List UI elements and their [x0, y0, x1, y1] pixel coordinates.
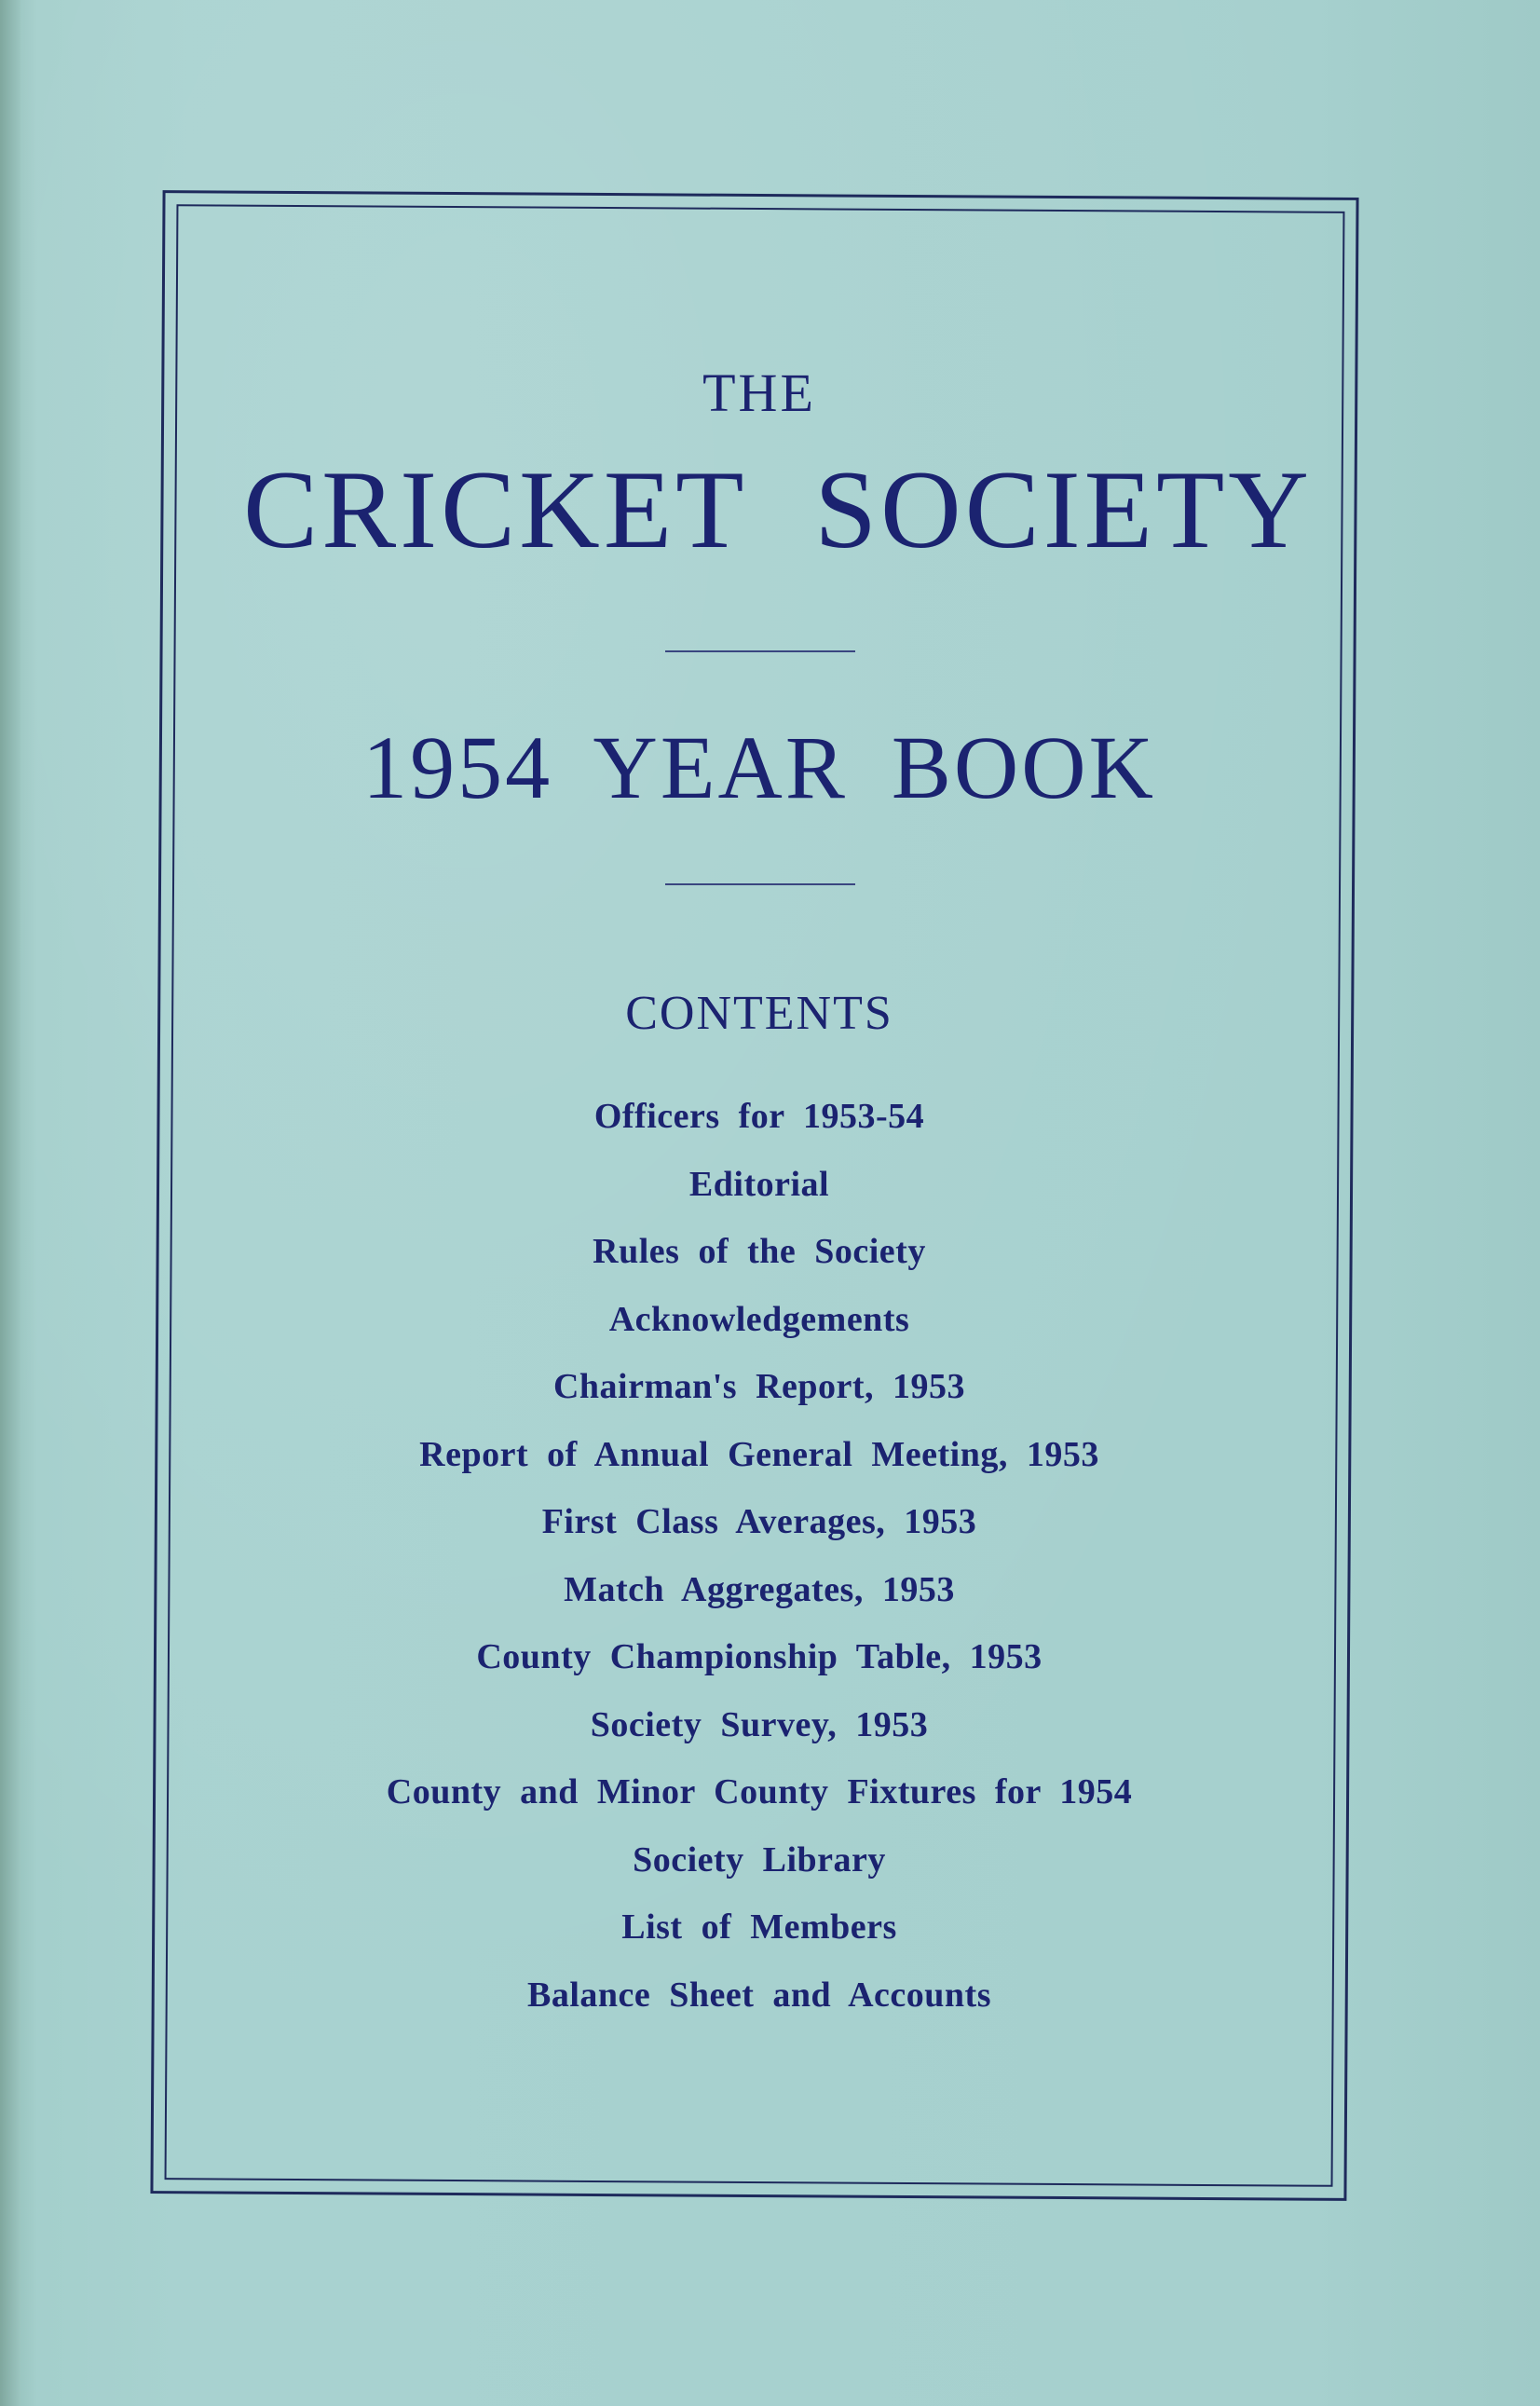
contents-item: First Class Averages, 1953: [541, 1502, 977, 1541]
cover-spine-edge: [0, 0, 20, 2406]
society-title: CRICKET SOCIETY: [243, 447, 1313, 571]
contents-list: [168, 1083, 1351, 2029]
pre-title: THE: [702, 362, 816, 423]
divider-rule-bottom: [665, 883, 855, 885]
contents-item: Balance Sheet and Accounts: [527, 1975, 991, 2015]
contents-item: Rules of the Society: [593, 1232, 926, 1271]
contents-item: County and Minor County Fixtures for 1954: [386, 1772, 1133, 1811]
contents-heading: CONTENTS: [625, 987, 893, 1040]
divider-rule-top: [665, 650, 855, 652]
contents-item: Match Aggregates, 1953: [564, 1569, 955, 1609]
contents-item: Editorial: [688, 1164, 830, 1204]
contents-item: Officers for 1953-54: [593, 1097, 925, 1136]
contents-item: County Championship Table, 1953: [476, 1637, 1043, 1676]
yearbook-title: 1954 YEAR BOOK: [362, 718, 1156, 817]
contents-item: Acknowledgements: [608, 1299, 910, 1339]
contents-item: Chairman's Report, 1953: [552, 1367, 966, 1406]
contents-item: Report of Annual General Meeting, 1953: [419, 1434, 1099, 1474]
contents-item: List of Members: [621, 1907, 897, 1947]
contents-item: Society Library: [633, 1839, 886, 1880]
contents-item: Society Survey, 1953: [590, 1704, 929, 1744]
